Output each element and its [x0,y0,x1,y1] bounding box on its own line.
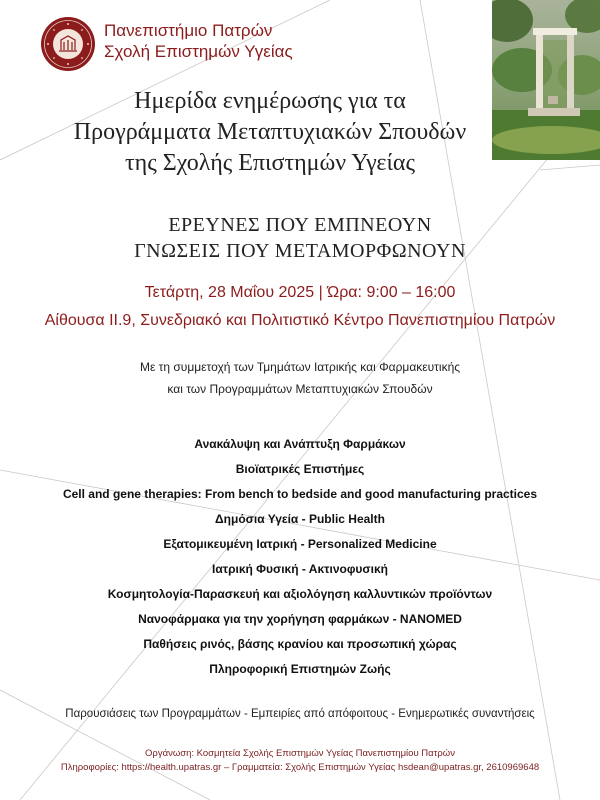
program-item: Δημόσια Υγεία - Public Health [215,512,385,526]
program-item: Πληροφορική Επιστημών Ζωής [209,662,391,676]
program-item: Παθήσεις ρινός, βάσης κρανίου και προσωπική χώρας [143,637,457,651]
participation-line: Με τη συμμετοχή των Τμημάτων Ιατρικής και Φαρμακευτικής [139,360,461,374]
university-name: Πανεπιστήμιο Πατρών [104,21,273,40]
program-item: Εξατομικευμένη Ιατρική - Personalized Medicine [163,537,437,551]
campus-monument-photo [492,0,600,160]
credits [0,747,600,775]
organizer-line: Οργάνωση: Κοσμητεία Σχολής Επιστημών Υγείας Πανεπιστημίου Πατρών [145,748,455,759]
program-item: Βιοϊατρικές Επιστήμες [235,462,365,476]
motto-line: ΕΡΕΥΝΕΣ ΠΟΥ ΕΜΠΝΕΟΥΝ [168,214,432,236]
participation-note [0,356,600,400]
institution-header [104,20,293,62]
school-name: Σχολή Επιστημών Υγείας [104,42,293,61]
event-title [60,86,480,179]
program-item: Cell and gene therapies: From bench to bedside and good manufacturing practices [62,487,538,501]
participation-line: και των Προγραμμάτων Μεταπτυχιακών Σπουδών [167,382,433,396]
program-item: Νανοφάρμακα για την χορήγηση φαρμάκων - NANOMED [138,612,462,626]
university-seal-icon [40,16,96,72]
event-motto [0,212,600,264]
program-item: Ανακάλυψη και Ανάπτυξη Φαρμάκων [194,437,406,451]
title-line: Ημερίδα ενημέρωσης για τα [134,88,406,114]
program-list [0,432,600,682]
motto-line: ΓΝΩΣΕΙΣ ΠΟΥ ΜΕΤΑΜΟΡΦΩΝΟΥΝ [134,240,466,262]
activities-line: Παρουσιάσεις των Προγραμμάτων - Εμπειρίες από απόφοιτους - Ενημερωτικές συναντήσεις [65,708,535,720]
program-item: Ιατρική Φυσική - Ακτινοφυσική [212,562,388,576]
program-item: Κοσμητολογία-Παρασκευή και αξιολόγηση καλλυντικών προϊόντων [107,587,493,601]
title-line: Προγράμματα Μεταπτυχιακών Σπουδών [73,119,467,145]
contact-info-line: Πληροφορίες: https://health.upatras.gr – Γραμματεία: Σχολής Επιστημών Υγείας hsdean@upatras.gr, 2610969648 [60,762,540,773]
event-date-time: Τετάρτη, 28 Μαΐου 2025 | Ώρα: 9:00 – 16:00 [144,284,456,301]
event-venue: Αίθουσα ΙΙ.9, Συνεδριακό και Πολιτιστικό Κέντρο Πανεπιστημίου Πατρών [44,312,556,329]
title-line: της Σχολής Επιστημών Υγείας [125,150,415,176]
